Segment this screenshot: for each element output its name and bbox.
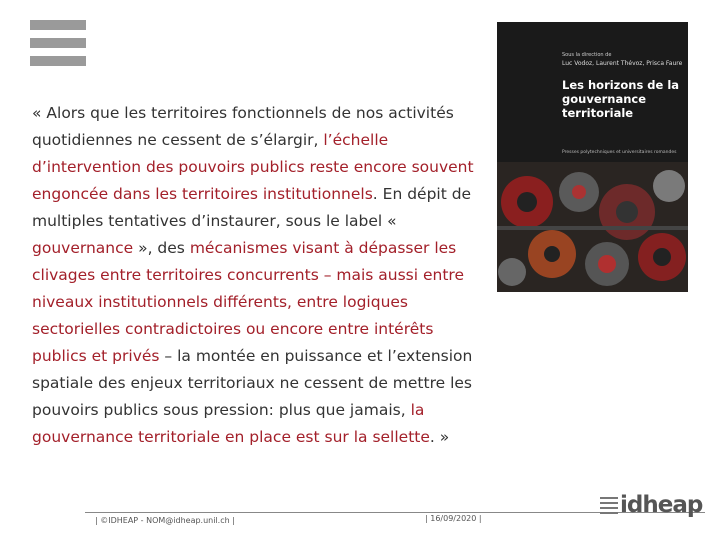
quote-text [32,100,482,451]
footer-date: | 16/09/2020 | [425,514,482,523]
quote-highlight: gouvernance [32,239,134,257]
menu-bar [30,56,86,66]
book-series: Sous la direction de [562,52,612,58]
quote-part: « Alors que les territoires fonctionnels de nos activités quotidiennes ne cessent de s’élargir, [32,104,454,149]
machinery-image [497,162,688,292]
logo-lines-icon [600,497,618,517]
menu-bar [30,38,86,48]
footer-contact: | ©IDHEAP - NOM@idheap.unil.ch | [95,516,235,525]
menu-bar [30,20,86,30]
logo-text: idheap [620,492,703,518]
quote-part: – la montée en puissance et l’extension spatiale des enjeux territoriaux ne cessent de mettre les pouvoirs publics sous pression: plus que jamais, [32,347,473,419]
quote-highlight: mécanismes visant à dépasser les clivages entre territoires concurrents – mais aussi entre niveaux institutionnels différents, entre logiques sectorielles contradictoires ou encore entre intérêts publics et privés [32,239,464,365]
quote-highlight: la gouvernance territoriale en place est sur la sellette [32,401,430,446]
quote-part: . » [429,428,450,446]
book-cover [497,22,688,292]
book-title: Les horizons de la gouvernance territoriale [562,78,680,120]
quote-part: . En dépit de multiples tentatives d’instaurer, sous le label « [32,185,472,230]
book-authors: Luc Vodoz, Laurent Thévoz, Prisca Faure [562,60,683,67]
quote-part: », des [133,239,190,257]
book-publisher: Presses polytechniques et universitaires romandes [562,150,677,155]
menu-icon [30,20,86,74]
quote-highlight: l’échelle d’intervention des pouvoirs publics reste encore souvent engoncée dans les territoires institutionnels [32,131,474,203]
